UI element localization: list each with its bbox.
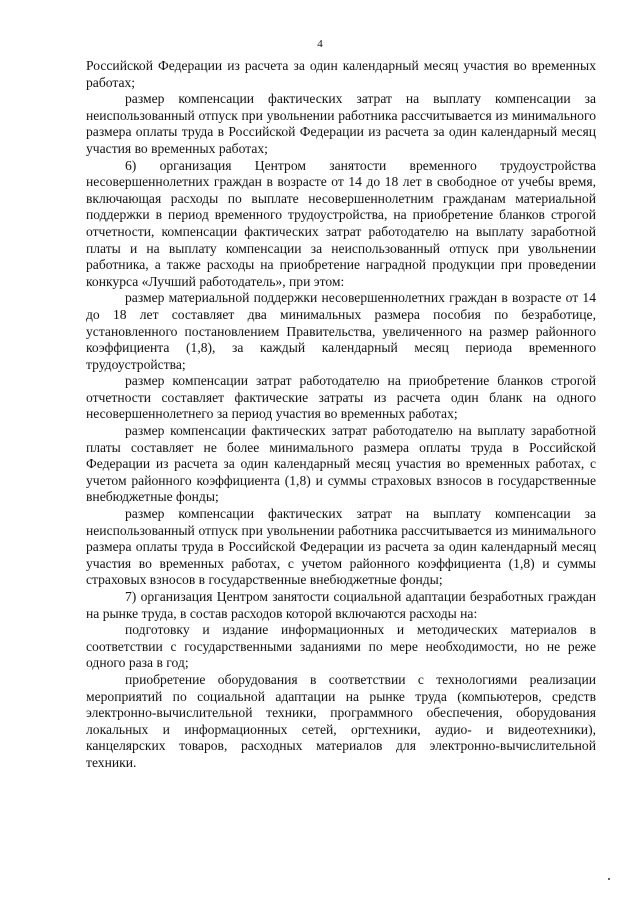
document-body <box>86 58 596 772</box>
paragraph-5: размер компенсации затрат работодателю на приобретение бланков строгой отчетности составляет фактические затраты из расчета один бланк на одного несовершеннолетнего за период участия во временных работах; <box>86 373 596 422</box>
paragraph-1: Российской Федерации из расчета за один календарный месяц участия во временных работах; <box>86 58 596 90</box>
paragraph-7: размер компенсации фактических затрат на выплату компенсации за неиспользованный отпуск при увольнении работника рассчитывается из минимального размера оплаты труда в Российской Федерации из расчета за один календарный месяц участия во временных работах, с учетом районного коэффициента (1,8) и суммы страховых взносов в государственные внебюджетные фонды; <box>86 506 596 588</box>
paragraph-2: размер компенсации фактических затрат на выплату компенсации за неиспользованный отпуск при увольнении работника рассчитывается из минимального размера оплаты труда в Российской Федерации из расчета за один календарный месяц участия во временных работах; <box>86 91 596 156</box>
paragraph-4: размер материальной поддержки несовершеннолетних граждан в возрасте от 14 до 18 лет составляет два минимальных размера пособия по безработице, установленного постановлением Правительства, увеличенного на размер районного коэффициента (1,8), за каждый календарный месяц периода временного трудоустройства; <box>86 290 596 372</box>
scan-speck <box>608 878 610 880</box>
paragraph-10: приобретение оборудования в соответствии с технологиями реализации мероприятий по социальной адаптации на рынке труда (компьютеров, средств электронно-вычислительной техники, программного обеспечения, оборудования локальных и информационных сетей, оргтехники, аудио- и видеотехники), канцелярских товаров, расходных материалов для электронно-вычислительной техники. <box>86 671 596 770</box>
paragraph-6: размер компенсации фактических затрат работодателю на выплату заработной платы составляет не более минимального размера оплаты труда в Российской Федерации из расчета за один календарный месяц участия во временных работах, с учетом районного коэффициента (1,8) и суммы страховых взносов в государственные внебюджетные фонды; <box>86 423 596 505</box>
paragraph-3: 6) организация Центром занятости временного трудоустройства несовершеннолетних граждан в возрасте от 14 до 18 лет в свободное от учебы время, включающая расходы по выплате несовершеннолетним гражданам материальной поддержки в период временного трудоустройства, на приобретение бланков строгой отчетности, компенсации фактических затрат работодателю на выплату заработной платы и на выплату компенсации за неиспользованный отпуск при увольнении работника, а также расходы на приобретение наградной продукции при проведении конкурса «Лучший работодатель», при этом: <box>86 157 596 289</box>
paragraph-9: подготовку и издание информационных и методических материалов в соответствии с государственными заданиями по мере необходимости, но не реже одного раза в год; <box>86 622 596 671</box>
page-number: 4 <box>317 38 323 50</box>
paragraph-8: 7) организация Центром занятости социальной адаптации безработных граждан на рынке труда, в состав расходов которой включаются расходы на: <box>86 589 596 621</box>
